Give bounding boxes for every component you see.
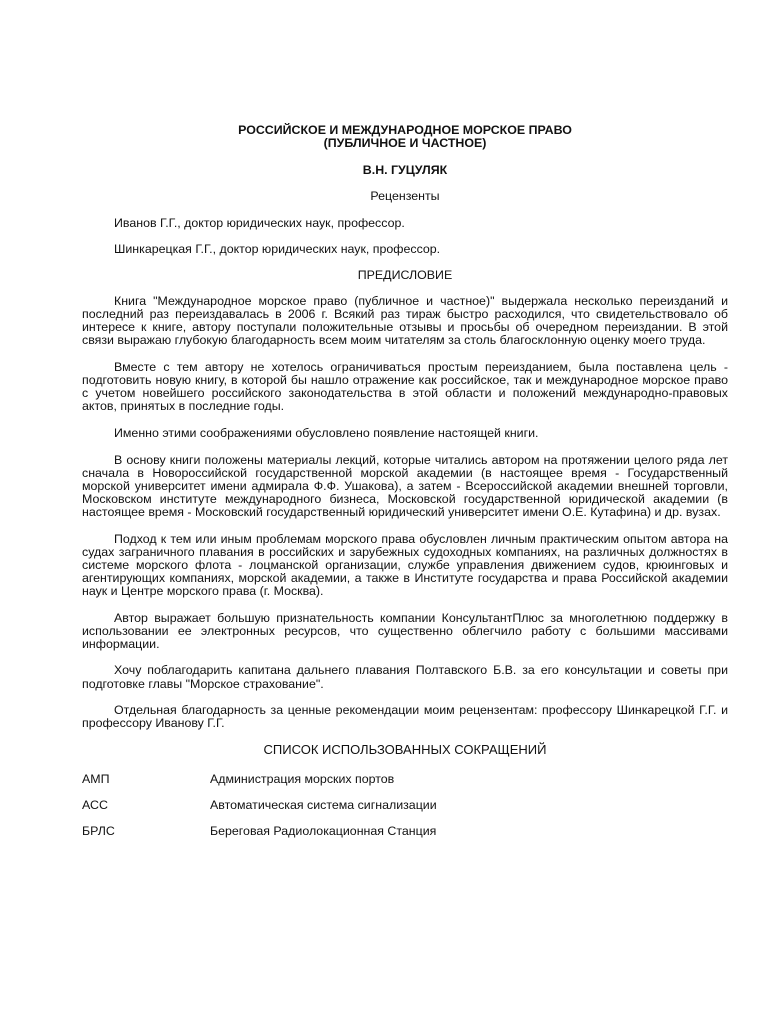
title-line-2: (ПУБЛИЧНОЕ И ЧАСТНОЕ)	[323, 136, 487, 151]
preface-paragraph: Вместе с тем автору не хотелось ограничиваться простым переизданием, была поставлена цель - подготовить новую книгу, в которой бы нашло отражение как российское, так и международное морское право с учетом новейшего российского законодательства в этой области и положений международно-правовых актов, принятых в последние годы.	[82, 359, 728, 414]
abbreviation-meaning: Береговая Радиолокационная Станция	[210, 824, 437, 839]
abbreviation-meaning: Администрация морских портов	[210, 772, 395, 787]
preface-paragraph: Книга "Международное морское право (публичное и частное)" выдержала несколько переизданий и последний раз переиздавалась в 2006 г. Всякий раз тираж быстро расходился, что свидетельствовало об интересе к книге, автору поступали положительные отзывы и просьбы об очередном переиздании. В этой связи выражаю глубокую благодарность всем моим читателям за столь благосклонную оценку моего труда.	[82, 293, 728, 348]
document-page	[82, 124, 728, 851]
title-line-1: РОССИЙСКОЕ И МЕЖДУНАРОДНОЕ МОРСКОЕ ПРАВО	[238, 123, 572, 137]
preface-heading: ПРЕДИСЛОВИЕ	[357, 267, 453, 282]
table-row	[82, 773, 437, 799]
reviewers-heading: Рецензенты	[370, 189, 440, 204]
preface-paragraph: Именно этими соображениями обусловлено появление настоящей книги.	[114, 426, 539, 441]
document-title	[82, 124, 728, 151]
preface-paragraph: Хочу поблагодарить капитана дальнего плавания Полтавского Б.В. за его консультации и советы при подготовке главы "Морское страхование".	[82, 663, 728, 691]
reviewer-item: Иванов Г.Г., доктор юридических наук, профессор.	[114, 216, 405, 231]
reviewer-item: Шинкарецкая Г.Г., доктор юридических наук, профессор.	[114, 242, 441, 257]
abbreviation-meaning: Автоматическая система сигнализации	[210, 798, 437, 813]
abbreviation-code: БРЛС	[82, 824, 115, 839]
author-name: В.Н. ГУЦУЛЯК	[362, 162, 448, 177]
preface-paragraph: Отдельная благодарность за ценные рекомендации моим рецензентам: профессору Шинкарецкой Г.Г. и профессору Иванову Г.Г.	[82, 702, 728, 730]
preface-paragraph: Автор выражает большую признательность компании КонсультантПлюс за многолетнюю поддержку в использовании ее электронных ресурсов, что существенно облегчило работу с большими массивами информации.	[82, 610, 728, 652]
abbreviations-table	[82, 773, 437, 851]
preface-paragraph: Подход к тем или иным проблемам морского права обусловлен личным практическим опытом автора на судах заграничного плавания в российских и зарубежных судоходных компаниях, на различных должностях в системе морского флота - лоцманской организации, службе управления движением судов, крюинговых и агентирующих компаниях, морской академии, а также в Институте государства и права Российской академии наук и Центре морского права (г. Москва).	[82, 531, 728, 599]
abbreviation-code: АМП	[82, 772, 110, 787]
table-row	[82, 825, 437, 851]
abbreviation-code: АСС	[82, 798, 108, 813]
abbreviations-heading: СПИСОК ИСПОЛЬЗОВАННЫХ СОКРАЩЕНИЙ	[263, 742, 547, 758]
table-row	[82, 799, 437, 825]
preface-paragraph: В основу книги положены материалы лекций, которые читались автором на протяжении целого ряда лет сначала в Новороссийской государственной морской академии (в настоящее время - Государственный морской университет имени адмирала Ф.Ф. Ушакова), а затем - Всероссийской академии внешней торговли, Московском институте международного бизнеса, Московской государственной юридической академии (в настоящее время - Московский государственный юридический университет имени О.Е. Кутафина) и др. вузах.	[82, 452, 728, 520]
